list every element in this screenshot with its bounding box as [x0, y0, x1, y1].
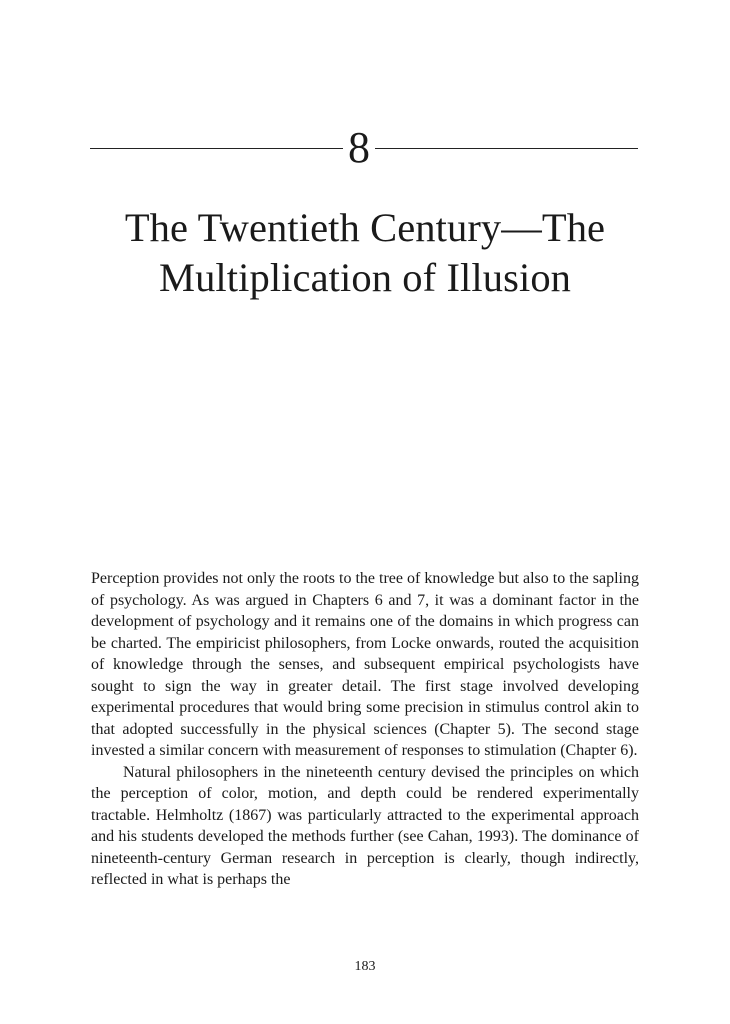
paragraph: Natural philosophers in the nineteenth century devised the principles on which the perception of color, motion, and depth could be rendered experimentally tractable. Helmholtz (1867) was particularly attracted to the experimental approach and his students developed the methods further (see Cahan, 1993). The dominance of nineteenth-century German research in perception is clearly, though indirectly, reflected in what is perhaps the	[91, 763, 639, 888]
chapter-title	[60, 203, 670, 303]
chapter-title-line: Multiplication of Illusion	[158, 255, 572, 300]
chapter-number: 8	[348, 123, 370, 172]
chapter-heading-rule	[90, 124, 638, 172]
rule-line-left	[90, 148, 343, 149]
rule-line-right	[375, 148, 638, 149]
body-text	[91, 568, 639, 891]
paragraph: Perception provides not only the roots to the tree of knowledge but also to the sapling of psychology. As was argued in Chapters 6 and 7, it was a dominant factor in the development of psychology and it remains one of the domains in which progress can be charted. The empiricist philosophers, from Locke onwards, routed the acquisition of knowledge through the senses, and subsequent empirical psychologists have sought to sign the way in greater detail. The first stage involved developing experimental procedures that would bring some precision in stimulus control akin to that adopted successfully in the physical sciences (Chapter 5). The second stage invested a similar concern with measurement of responses to stimulation (Chapter 6).	[91, 570, 639, 759]
chapter-title-line: The Twentieth Century—The	[124, 205, 606, 250]
page-number: 183	[354, 959, 376, 974]
